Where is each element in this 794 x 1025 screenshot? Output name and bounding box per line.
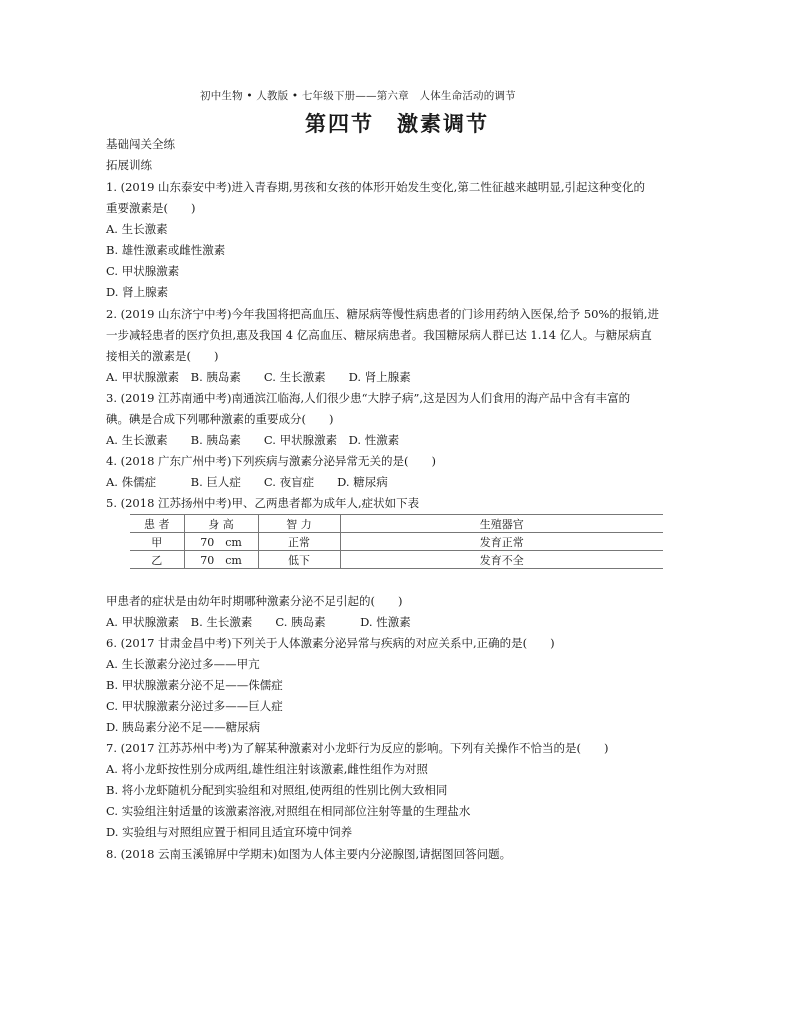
- q1-option-d: D. 肾上腺素: [106, 285, 169, 299]
- table-header-cell: 智 力: [258, 515, 340, 533]
- q3-stem: 3. (2019 江苏南通中考)南通滨江临海,人们很少患“大脖子病”,这是因为人们食用的海产品中含有丰富的: [106, 391, 631, 405]
- table-cell: 低下: [258, 551, 340, 569]
- q7-option-b: B. 将小龙虾随机分配到实验组和对照组,使两组的性别比例大致相同: [106, 783, 448, 797]
- q1-stem: 1. (2019 山东泰安中考)进入青春期,男孩和女孩的体形开始发生变化,第二性征越来越明显,引起这种变化的: [106, 180, 645, 194]
- q7-option-c: C. 实验组注射适量的该激素溶液,对照组在相同部位注射等量的生理盐水: [106, 804, 471, 818]
- table-row: [130, 551, 663, 569]
- table-cell: 乙: [130, 551, 184, 569]
- q2-options: A. 甲状腺激素 B. 胰岛素 C. 生长激素 D. 肾上腺素: [106, 370, 411, 384]
- table-cell: 发育不全: [340, 551, 663, 569]
- q2-stem-cont: 一步减轻患者的医疗负担,惠及我国 4 亿高血压、糖尿病患者。我国糖尿病人群已达 1.14 亿人。与糖尿病直: [106, 328, 652, 342]
- page-header: 初中生物 • 人教版 • 七年级下册——第六章 人体生命活动的调节: [200, 90, 516, 102]
- q7-stem: 7. (2017 江苏苏州中考)为了解某种激素对小龙虾行为反应的影响。下列有关操作不恰当的是( ): [106, 741, 609, 755]
- q4-stem: 4. (2018 广东广州中考)下列疾病与激素分泌异常无关的是( ): [106, 454, 436, 468]
- q1-option-c: C. 甲状腺激素: [106, 264, 180, 278]
- q6-option-d: D. 胰岛素分泌不足——糖尿病: [106, 720, 261, 734]
- table-cell: 甲: [130, 533, 184, 551]
- q6-stem: 6. (2017 甘肃金昌中考)下列关于人体激素分泌异常与疾病的对应关系中,正确的是( ): [106, 636, 555, 650]
- section-basic: 基础闯关全练: [106, 137, 175, 151]
- q5-options: A. 甲状腺激素 B. 生长激素 C. 胰岛素 D. 性激素: [106, 615, 411, 629]
- q6-option-a: A. 生长激素分泌过多——甲亢: [106, 657, 260, 671]
- q2-stem: 2. (2019 山东济宁中考)今年我国将把高血压、糖尿病等慢性病患者的门诊用药纳入医保,给予 50%的报销,进: [106, 307, 660, 321]
- table-cell: 70 cm: [184, 551, 258, 569]
- table-header-cell: 身 高: [184, 515, 258, 533]
- q5-question: 甲患者的症状是由幼年时期哪种激素分泌不足引起的( ): [106, 594, 403, 608]
- table-header-cell: 生殖器官: [340, 515, 663, 533]
- table-header-row: [130, 515, 663, 533]
- q8-stem: 8. (2018 云南玉溪锦屏中学期末)如图为人体主要内分泌腺图,请据图回答问题。: [106, 847, 512, 861]
- q1-option-b: B. 雄性激素或雌性激素: [106, 243, 226, 257]
- q6-option-c: C. 甲状腺激素分泌过多——巨人症: [106, 699, 283, 713]
- q3-options: A. 生长激素 B. 胰岛素 C. 甲状腺激素 D. 性激素: [106, 433, 400, 447]
- q1-stem-cont: 重要激素是( ): [106, 201, 196, 215]
- section-extend: 拓展训练: [106, 158, 152, 172]
- q7-option-a: A. 将小龙虾按性别分成两组,雄性组注射该激素,雌性组作为对照: [106, 762, 428, 776]
- table-cell: 70 cm: [184, 533, 258, 551]
- table-row: [130, 533, 663, 551]
- table-header-cell: 患 者: [130, 515, 184, 533]
- q6-option-b: B. 甲状腺激素分泌不足——侏儒症: [106, 678, 283, 692]
- q4-options: A. 侏儒症 B. 巨人症 C. 夜盲症 D. 糖尿病: [106, 475, 388, 489]
- page-title: 第四节 激素调节: [305, 111, 489, 136]
- symptom-table: [130, 514, 663, 569]
- table-cell: 发育正常: [340, 533, 663, 551]
- q5-stem: 5. (2018 江苏扬州中考)甲、乙两患者都为成年人,症状如下表: [106, 496, 420, 510]
- table-cell: 正常: [258, 533, 340, 551]
- q1-option-a: A. 生长激素: [106, 222, 168, 236]
- q2-stem-cont2: 接相关的激素是( ): [106, 349, 219, 363]
- q3-stem-cont: 碘。碘是合成下列哪种激素的重要成分( ): [106, 412, 334, 426]
- q7-option-d: D. 实验组与对照组应置于相同且适宜环境中饲养: [106, 825, 353, 839]
